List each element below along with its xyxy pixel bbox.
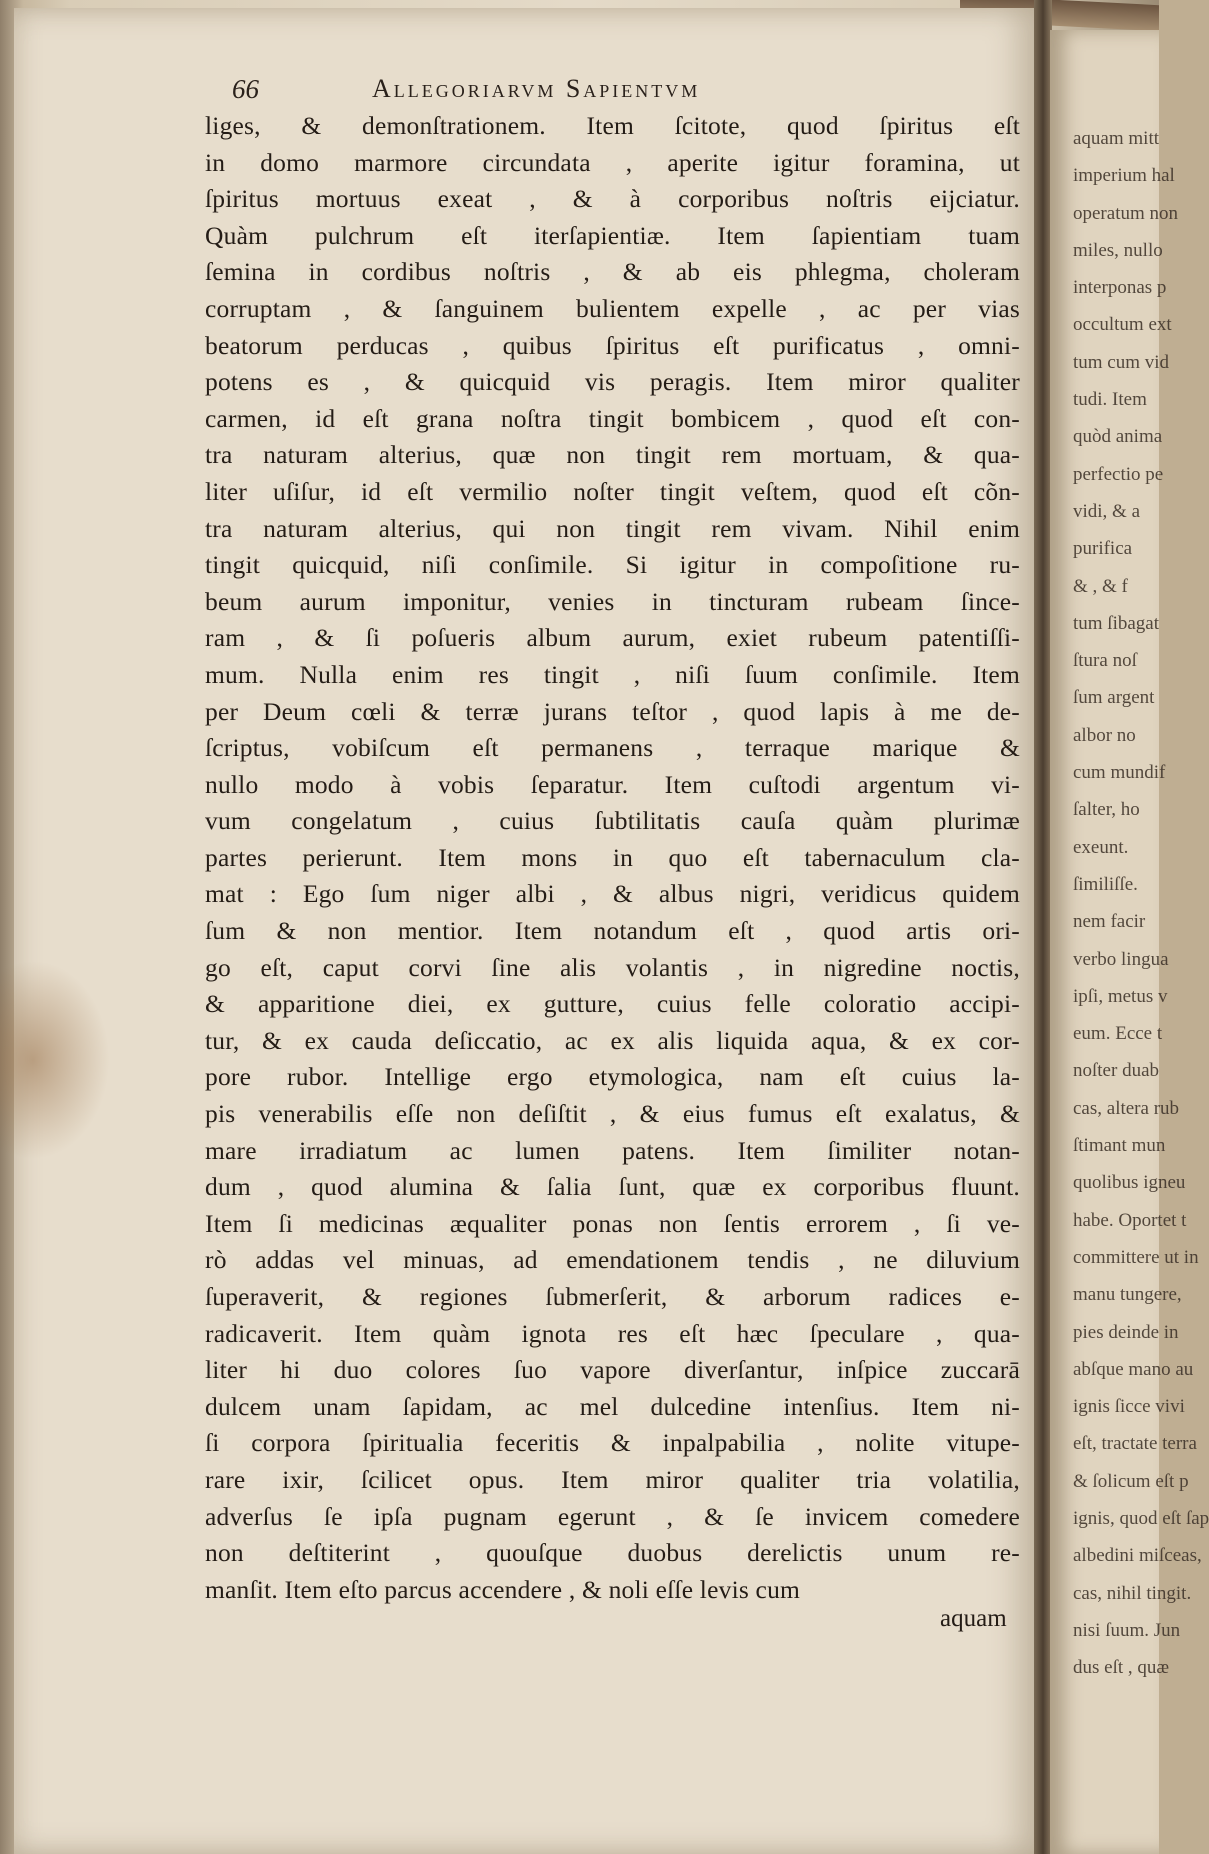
text-line: adverſus ſe ipſa pugnam egerunt , & ſe invicem comedere	[205, 1501, 1020, 1531]
facing-page-fragment: ignis, quod eſt ſap	[1073, 1507, 1209, 1529]
facing-page-fragment: exeunt.	[1073, 836, 1129, 858]
facing-page	[1050, 30, 1209, 1854]
text-line: dulcem unam ſapidam, ac mel dulcedine intenſius. Item ni-	[205, 1391, 1020, 1421]
facing-page-fragment: interponas p	[1073, 277, 1167, 299]
facing-page-fragment: dus eſt , quæ	[1073, 1657, 1170, 1679]
facing-page-fragment: occultum ext	[1073, 314, 1172, 336]
facing-page-fragment: verbo lingua	[1073, 948, 1169, 970]
catchword: aquam	[940, 1605, 1007, 1632]
facing-page-fragment: ſum argent	[1073, 687, 1155, 709]
facing-page-fragment: abſque mano au	[1073, 1358, 1194, 1380]
facing-page-fragment: eum. Ecce t	[1073, 1023, 1163, 1045]
facing-page-fragment: albedini miſceas,	[1073, 1545, 1202, 1567]
facing-page-spacer	[1050, 30, 1159, 120]
text-line: potens es , & quicquid vis peragis. Item miror qualiter	[205, 367, 1020, 397]
text-line: vum congelatum , cuius ſubtilitatis cauſa quàm plurimæ	[205, 806, 1020, 836]
body-text	[205, 108, 1020, 1608]
text-line: ſum & non mentior. Item notandum eſt , quod artis ori-	[205, 916, 1020, 946]
text-line: dum , quod alumina & ſalia ſunt, quæ ex corporibus fluunt.	[205, 1172, 1020, 1202]
text-line: Quàm pulchrum eſt iterſapientiæ. Item ſapientiam tuam	[205, 220, 1020, 250]
facing-page-fragment: imperium hal	[1073, 165, 1175, 187]
text-line: mat : Ego ſum niger albi , & albus nigri, veridicus quidem	[205, 879, 1020, 909]
text-line: & apparitione diei, ex gutture, cuius felle coloratio accipi-	[205, 989, 1020, 1019]
page-number: 66	[232, 74, 259, 104]
text-line: tra naturam alterius, qui non tingit rem vivam. Nihil enim	[205, 513, 1020, 543]
text-line: ſpiritus mortuus exeat , & à corporibus noſtris eijciatur.	[205, 184, 1020, 214]
text-line: mum. Nulla enim res tingit , niſi ſuum conſimile. Item	[205, 659, 1020, 689]
facing-page-fragment: ſimiliſſe.	[1073, 873, 1138, 895]
text-line: rò addas vel minuas, ad emendationem tendis , ne diluvium	[205, 1245, 1020, 1275]
text-line: carmen, id eſt grana noſtra tingit bombicem , quod eſt con-	[205, 403, 1020, 433]
text-line: liter uſiſur, id eſt vermilio noſter tingit veſtem, quod eſt cõn-	[205, 476, 1020, 506]
text-line: go eſt, caput corvi ſine alis volantis , in nigredine noctis,	[205, 952, 1020, 982]
facing-page-fragment: tudi. Item	[1073, 389, 1147, 411]
facing-page-fragment: purifica	[1073, 538, 1133, 560]
text-line: rare ixir, ſcilicet opus. Item miror qualiter tria volatilia,	[205, 1464, 1020, 1494]
text-line: ſi corpora ſpiritualia feceritis & inpalpabilia , nolite vitupe-	[205, 1428, 1020, 1458]
text-line: radicaverit. Item quàm ignota res eſt hæc ſpeculare , qua-	[205, 1318, 1020, 1348]
page-header	[232, 74, 932, 110]
facing-page-fragment: aquam mitt	[1073, 128, 1160, 149]
text-line: tra naturam alterius, quæ non tingit rem mortuam, & qua-	[205, 440, 1020, 470]
facing-page-fragment: cas, nihil tingit.	[1073, 1582, 1192, 1604]
facing-page-fragment: vidi, & a	[1073, 500, 1141, 522]
facing-page-fragment: nem facir	[1073, 911, 1146, 933]
text-line: beum aurum imponitur, venies in tincturam rubeam ſince-	[205, 586, 1020, 616]
facing-page-fragment: perfectio pe	[1073, 463, 1164, 485]
facing-page-fragment: noſter duab	[1073, 1060, 1160, 1082]
facing-page-fragment: & ſolicum eſt p	[1073, 1470, 1189, 1492]
facing-page-fragment: ipſi, metus v	[1073, 985, 1168, 1007]
running-title: Allegoriarvm Sapientvm	[372, 74, 701, 103]
facing-page-fragment: quòd anima	[1073, 426, 1163, 448]
facing-page-fragment: ſalter, ho	[1073, 799, 1140, 821]
facing-page-fragment: ignis ſicce vivi	[1073, 1396, 1185, 1418]
text-line: pore rubor. Intellige ergo etymologica, nam eſt cuius la-	[205, 1062, 1020, 1092]
text-line: pis venerabilis eſſe non deſiſtit , & eius fumus eſt exalatus, &	[205, 1099, 1020, 1129]
facing-page-fragment: cum mundif	[1073, 762, 1166, 784]
facing-page-fragment: operatum non	[1073, 202, 1179, 224]
text-line: corruptam , & ſanguinem bulientem expelle , ac per vias	[205, 293, 1020, 323]
facing-page-fragment: eſt, tractate terra	[1073, 1433, 1197, 1455]
text-line: manſit. Item eſto parcus accendere , & noli eſſe levis cum	[205, 1574, 801, 1604]
text-line: nullo modo à vobis ſeparatur. Item cuſtodi argentum vi-	[205, 769, 1020, 799]
facing-page-fragment: habe. Oportet t	[1073, 1209, 1187, 1231]
facing-page-fragment: manu tungere,	[1073, 1284, 1182, 1306]
text-line: partes perierunt. Item mons in quo eſt tabernaculum cla-	[205, 842, 1020, 872]
text-line: ſcriptus, vobiſcum eſt permanens , terraque marique &	[205, 733, 1020, 763]
text-line: per Deum cœli & terræ jurans teſtor , quod lapis à me de-	[205, 696, 1020, 726]
facing-page-fragment: ſtura noſ	[1073, 650, 1137, 672]
text-line: tingit quicquid, niſi conſimile. Si igitur in compoſitione ru-	[205, 550, 1020, 580]
facing-page-fragment: nisi ſuum. Jun	[1073, 1619, 1181, 1641]
page-stain	[0, 960, 110, 1160]
text-line: ram , & ſi poſueris album aurum, exiet rubeum patentiſſi-	[205, 623, 1020, 653]
facing-page-fragment: albor no	[1073, 724, 1136, 746]
text-line: Item ſi medicinas æqualiter ponas non ſentis errorem , ſi ve-	[205, 1208, 1020, 1238]
text-line: mare irradiatum ac lumen patens. Item ſimiliter notan-	[205, 1135, 1020, 1165]
text-line: in domo marmore circundata , aperite igitur foramina, ut	[205, 147, 1020, 177]
facing-page-fragment: ſtimant mun	[1073, 1135, 1166, 1157]
facing-page-fragment: tum cum vid	[1073, 351, 1170, 373]
facing-page-fragment: tum ſibagat	[1073, 612, 1160, 634]
text-line: liges, & demonſtrationem. Item ſcitote, quod ſpiritus eſt	[205, 111, 1020, 140]
facing-page-fragment: & , & f	[1073, 575, 1128, 597]
text-line: non deſtiterint , quouſque duobus derelictis unum re-	[205, 1538, 1020, 1568]
facing-page-fragment: miles, nullo	[1073, 239, 1163, 261]
text-line: beatorum perducas , quibus ſpiritus eſt purificatus , omni-	[205, 330, 1020, 360]
text-line: ſemina in cordibus noſtris , & ab eis phlegma, choleram	[205, 257, 1020, 287]
facing-page-fragment: pies deinde in	[1073, 1321, 1179, 1343]
text-line: tur, & ex cauda deſiccatio, ac ex alis liquida aqua, & ex cor-	[205, 1025, 1020, 1055]
facing-page-fragment: committere ut in	[1073, 1246, 1199, 1268]
text-line: liter hi duo colores ſuo vapore diverſantur, inſpice zuccarā	[205, 1355, 1020, 1385]
facing-page-fragment: cas, altera rub	[1073, 1097, 1180, 1119]
facing-page-fragment: quolibus igneu	[1073, 1172, 1186, 1194]
text-line: ſuperaverit, & regiones ſubmerſerit, & arborum radices e-	[205, 1282, 1020, 1311]
